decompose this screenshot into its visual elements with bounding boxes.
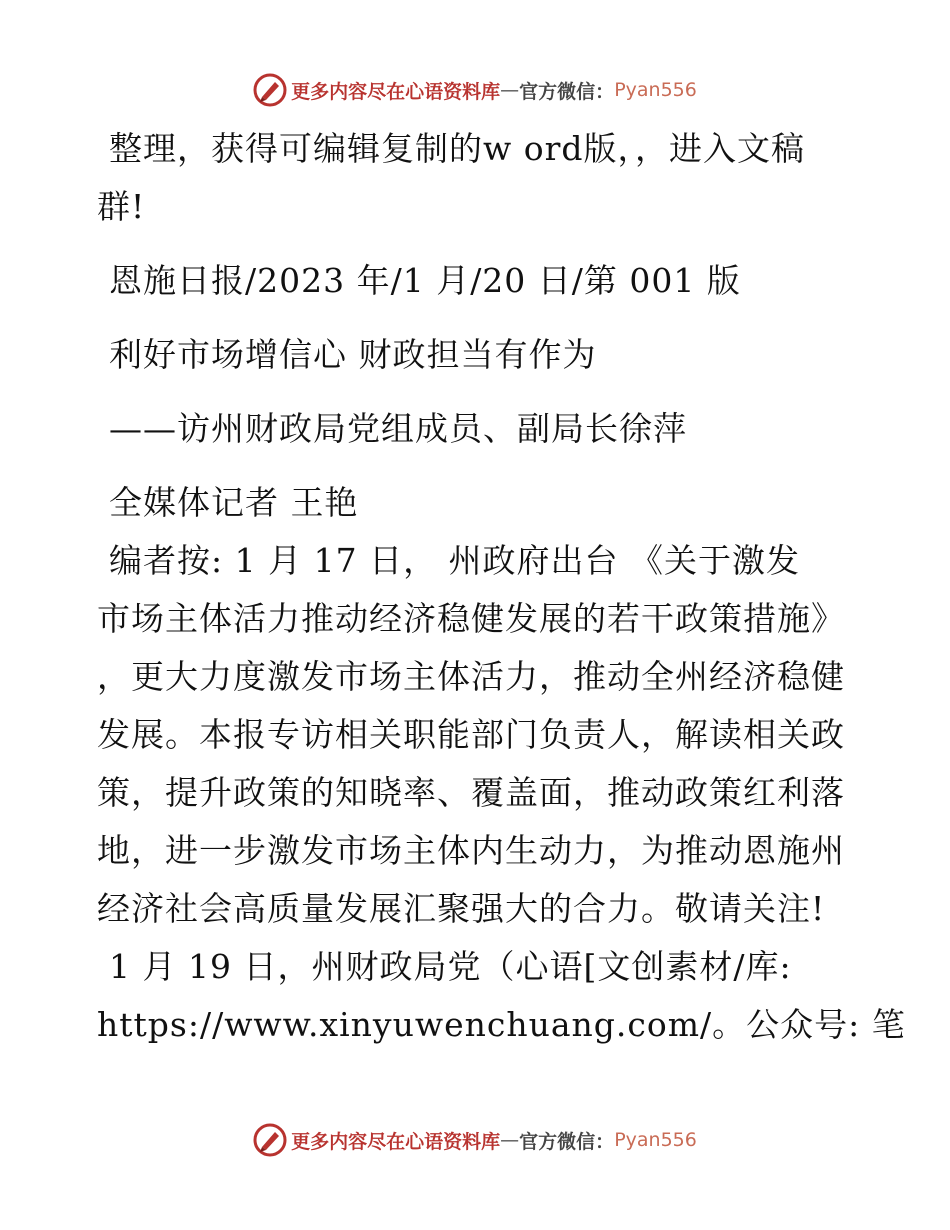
- watermark-wechat-label: 官方微信：: [519, 1130, 615, 1153]
- subheadline: ——访州财政局党组成员、副局长徐萍: [109, 409, 687, 448]
- body-line: 1 月 19 日，州财政局党（心语[文创素材/库:: [109, 947, 792, 986]
- editor-note-line: 策，提升政策的知晓率、覆盖面，推动政策红利落: [97, 773, 845, 812]
- editor-note-line: 编者按: 1 月 17 日， 州政府出台 《关于激发: [109, 541, 801, 580]
- source-line: 恩施日报/2023 年/1 月/20 日/第 001 版: [109, 261, 741, 300]
- editor-note-line: 地，进一步激发市场主体内生动力，为推动恩施州: [97, 831, 845, 870]
- watermark-wechat-id: Pyan556: [614, 79, 697, 101]
- byline: 全媒体记者 王艳: [109, 483, 359, 522]
- watermark-dash: —: [500, 1129, 520, 1151]
- watermark-text: 更多内容尽在心语资料库: [291, 80, 501, 103]
- editor-note-line: 经济社会高质量发展汇聚强大的合力。敬请关注!: [97, 889, 826, 928]
- top-watermark: [0, 70, 950, 110]
- watermark-dash: —: [500, 79, 520, 101]
- editor-note-line: 发展。本报专访相关职能部门负责人，解读相关政: [97, 715, 845, 754]
- watermark-wechat-label: 官方微信：: [519, 80, 615, 103]
- watermark-wechat-id: Pyan556: [614, 1129, 697, 1151]
- pen-logo-icon: [253, 1123, 287, 1157]
- editor-note-line: 市场主体活力推动经济稳健发展的若干政策措施》: [97, 599, 845, 638]
- bottom-watermark: [0, 1120, 950, 1160]
- document-body: [97, 120, 906, 1054]
- pen-logo-icon: [253, 73, 287, 107]
- body-line: https://www.xinyuwenchuang.com/。公众号: 笔: [97, 1005, 906, 1044]
- editor-note: [97, 532, 857, 938]
- body-paragraph: [97, 938, 906, 1054]
- editor-note-line: ，更大力度激发市场主体活力，推动全州经济稳健: [97, 657, 845, 696]
- intro-line-1: 整理，获得可编辑复制的w ord版，，进入文稿: [109, 129, 806, 168]
- headline: 利好市场增信心 财政担当有作为: [109, 335, 597, 374]
- watermark-text: 更多内容尽在心语资料库: [291, 1130, 501, 1153]
- intro-line-2: 群!: [97, 187, 146, 226]
